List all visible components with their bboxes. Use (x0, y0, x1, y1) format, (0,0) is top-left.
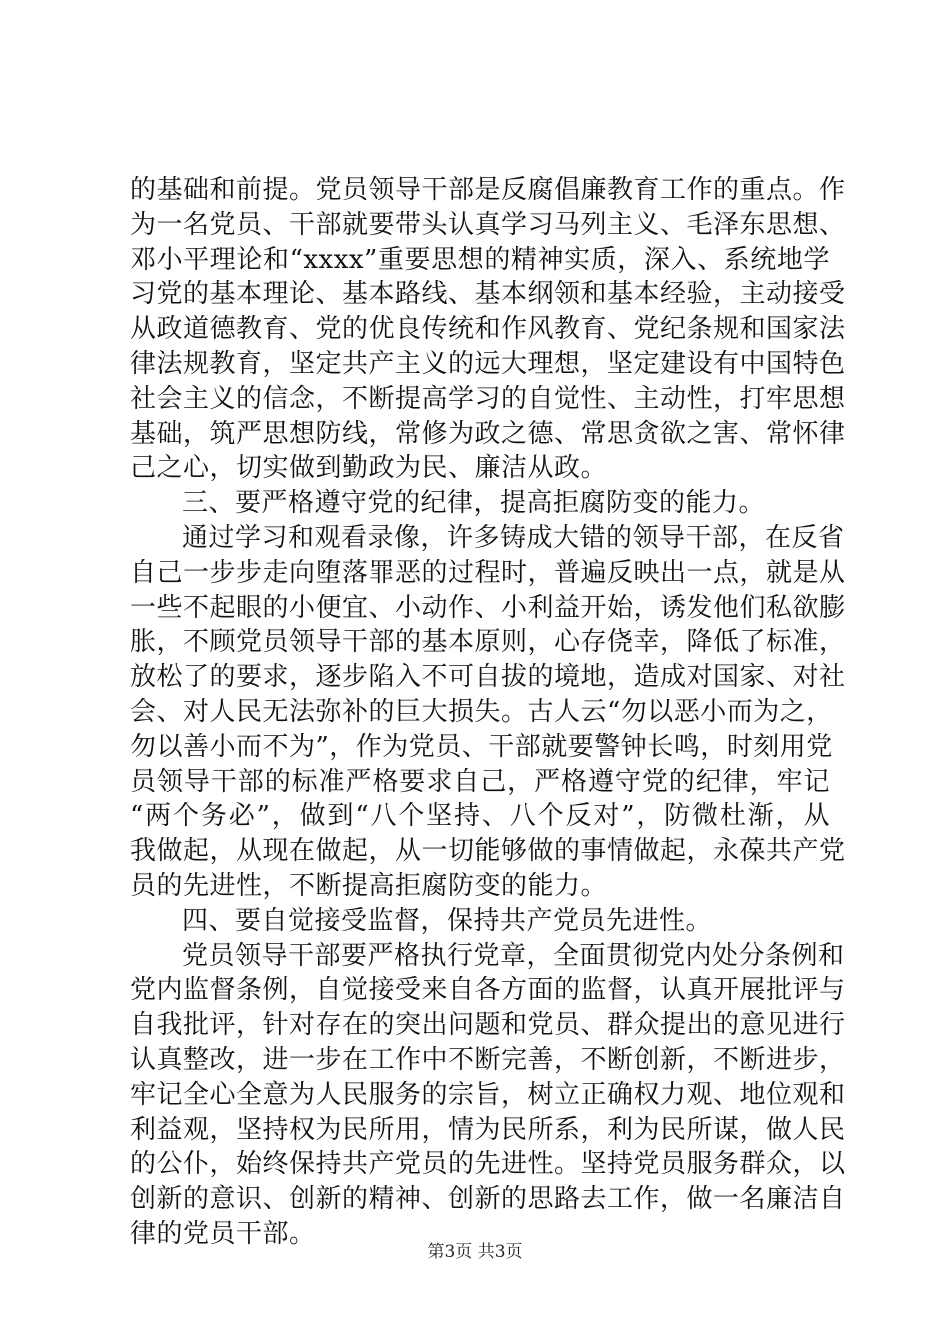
text-line: 己之心，切实做到勤政为民、廉洁从政。 (130, 453, 608, 484)
page-number-footer: 第3页 共3页 (427, 1242, 523, 1262)
text-line: 党内监督条例，自觉接受来自各方面的监督，认真开展批评与 (130, 975, 846, 1006)
text-line: 创新的意识、创新的精神、创新的思路去工作，做一名廉洁自 (130, 1184, 846, 1215)
text-line: 会、对人民无法弥补的巨大损失。古人云“勿以恶小而为之， (130, 696, 833, 727)
text-line: 基础，筑严思想防线，常修为政之德、常思贪欲之害、常怀律 (130, 418, 846, 449)
section-heading: 四、要自觉接受监督，保持共产党员先进性。 (182, 905, 713, 936)
text-line: 从政道德教育、党的优良传统和作风教育、党纪条规和国家法 (130, 314, 846, 345)
text-line: 认真整改，进一步在工作中不断完善，不断创新，不断进步， (130, 1044, 846, 1075)
text-line: 勿以善小而不为”，作为党员、干部就要警钟长鸣，时刻用党 (130, 731, 833, 762)
text-line: 利益观，坚持权为民所用，情为民所系，利为民所谋，做人民 (130, 1114, 846, 1145)
text-line: 邓小平理论和“xxxx”重要思想的精神实质，深入、系统地学 (130, 244, 830, 275)
text-line: 胀，不顾党员领导干部的基本原则，心存侥幸，降低了标准， (130, 627, 846, 658)
text-line: 员的先进性，不断提高拒腐防变的能力。 (130, 870, 608, 901)
text-line: 我做起，从现在做起，从一切能够做的事情做起，永葆共产党 (130, 836, 846, 867)
document-body (130, 173, 846, 1252)
text-line: 律的党员干部。 (130, 1218, 316, 1249)
text-line: 的公仆，始终保持共产党员的先进性。坚持党员服务群众，以 (130, 1149, 846, 1180)
text-line: 习党的基本理论、基本路线、基本纲领和基本经验，主动接受 (130, 279, 846, 310)
text-line: 党员领导干部要严格执行党章，全面贯彻党内处分条例和 (182, 940, 845, 971)
text-line: 员领导干部的标准严格要求自己，严格遵守党的纪律，牢记 (130, 766, 830, 797)
text-line: 自己一步步走向堕落罪恶的过程时，普遍反映出一点，就是从 (130, 557, 846, 588)
text-line: 通过学习和观看录像，许多铸成大错的领导干部，在反省 (182, 522, 845, 553)
text-line: 社会主义的信念，不断提高学习的自觉性、主动性，打牢思想 (130, 383, 846, 414)
text-line: 自我批评，针对存在的突出问题和党员、群众提出的意见进行 (130, 1010, 846, 1041)
text-line: 放松了的要求，逐步陷入不可自拔的境地，造成对国家、对社 (130, 662, 846, 693)
section-heading: 三、要严格遵守党的纪律，提高拒腐防变的能力。 (182, 488, 766, 519)
text-line: 一些不起眼的小便宜、小动作、小利益开始，诱发他们私欲膨 (130, 592, 846, 623)
text-line: 牢记全心全意为人民服务的宗旨，树立正确权力观、地位观和 (130, 1079, 846, 1110)
text-line: 的基础和前提。党员领导干部是反腐倡廉教育工作的重点。作 (130, 175, 846, 205)
text-line: “两个务必”，做到“八个坚持、八个反对”，防微杜渐，从 (130, 801, 830, 832)
text-line: 为一名党员、干部就要带头认真学习马列主义、毛泽东思想、 (130, 209, 846, 240)
text-line: 律法规教育，坚定共产主义的远大理想，坚定建设有中国特色 (130, 348, 846, 379)
